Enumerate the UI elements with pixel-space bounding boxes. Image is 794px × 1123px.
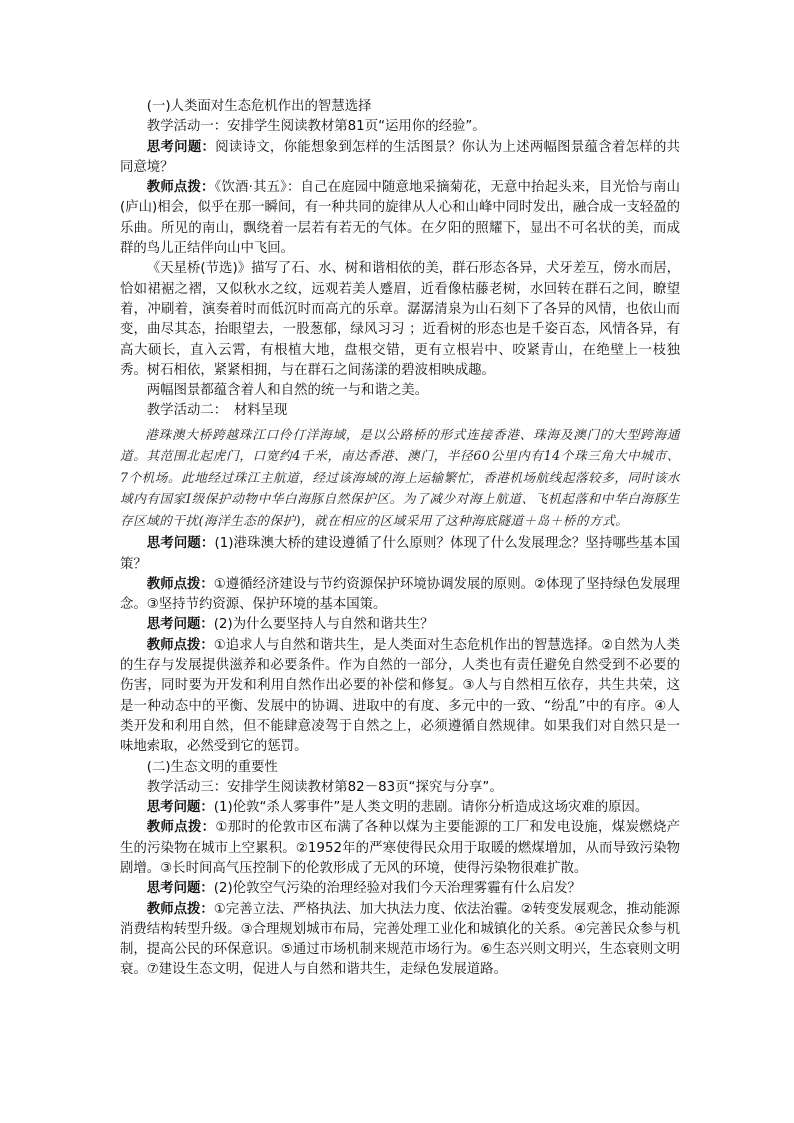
teacher-text: ①追求人与自然和谐共生，是人类面对生态危机作出的智慧选择。②自然为人类的生存与发展提供滋养和必要条件。作为自然的一部分，人类也有责任避免自然受到不必要的伤害，同时要为开发和利用自然作出必要的补偿和修复。③人与自然相互依存，共生共荣，这是一种动态中的平衡、发展中的协调、进取中的有度、多元中的一致、“纷乱”中的有序。④人类开发和利用自然，但不能肆意凌驾于自然之上，必须遵循自然规律。如果我们对自然只是一味地索取，必然受到它的惩罚。 — [120, 637, 680, 755]
teaching-activity-1: 教学活动一：安排学生阅读教材第81页“运用你的经验”。 — [146, 119, 486, 135]
question-label: 思考问题： — [146, 139, 216, 155]
teaching-activity-3: 教学活动三：安排学生阅读教材第82－83页“探究与分享”。 — [146, 779, 503, 795]
teacher-label: 教师点拨： — [146, 901, 214, 917]
teacher-note-5 — [120, 900, 680, 981]
question-text: (2)为什么要坚持人与自然和谐共生？ — [213, 617, 434, 633]
question-4 — [120, 798, 680, 818]
teacher-label: 教师点拨： — [146, 820, 216, 836]
teacher-note-1-paragraph-2: 《天星桥(节选)》描写了石、水、树和谐相依的美，群石形态各异，犬牙差互，傍水而居，恰如裙裾之褶，又似秋水之纹，远观若美人蹙眉，近看像枯藤老树，水回转在群石之间，瞭望着，冲刷着，演奏着时而低沉时而高亢的乐章。潺潺清泉为山石刻下了各异的风情，也依山而变，曲尽其态，抬眼望去，一股葱郁，绿风习习 ；近看树的形态也是千姿百态，风情各异，有高大硕长，直入云霄，有根植大地，盘根交错，更有立根岩中、咬紧青山，在绝壁上一枝独秀。树石相依，紧紧相拥，与在群石之间荡漾的碧波相映成趣。 — [120, 261, 680, 378]
question-text: 阅读诗文，你能想象到怎样的生活图景？你认为上述两幅图景蕴含着怎样的共同意境？ — [120, 139, 681, 175]
question-label: 思考问题： — [146, 881, 214, 897]
teacher-note-3 — [120, 636, 680, 758]
question-1 — [120, 138, 680, 179]
document-page — [120, 97, 680, 981]
teacher-text: ①完善立法、严格执法、加大执法力度、依法治霾。②转变发展观念，推动能源消费结构转型升级。③合理规划城市布局，完善处理工业化和城镇化的关系。④完善民众参与机制，提高公民的环保意识。⑤通过市场机制来规范市场行为。⑥生态兴则文明兴，生态衰则文明衰。⑦建设生态文明，促进人与自然和谐共生，走绿色发展道路。 — [120, 901, 680, 978]
teacher-text: ①那时的伦敦市区布满了各种以煤为主要能源的工厂和发电设施，煤炭燃烧产生的污染物在城市上空累积。②1952年的严寒使得民众用于取暖的燃煤增加，从而导致污染物剧增。③长时间高气压控制下的伦敦形成了无风的环境，使得污染物很难扩散。 — [120, 820, 680, 876]
question-3 — [120, 615, 680, 635]
question-text: (2)伦敦空气污染的治理经验对我们今天治理雾霾有什么启发？ — [213, 881, 581, 897]
section-heading-1: (一)人类面对生态危机作出的智慧选择 — [146, 99, 372, 114]
teacher-label: 教师点拨： — [146, 180, 215, 196]
question-label: 思考问题： — [146, 617, 214, 633]
teacher-note-2 — [120, 575, 680, 616]
question-label: 思考问题： — [146, 536, 215, 552]
section-heading-2: (二)生态文明的重要性 — [146, 759, 278, 775]
teacher-text: 《饮酒·其五》：自己在庭园中随意地采摘菊花，无意中抬起头来，目光恰与南山(庐山)相会，似乎在那一瞬间，有一种共同的旋律从人心和山峰中同时发出，融合成一支轻盈的乐曲。所见的南山，飘绕着一层若有若无的气体。在夕阳的照耀下，显出不可名状的美，而成群的鸟儿正结伴向山中飞回。 — [120, 180, 680, 257]
teaching-activity-2: 教学活动二： 材料呈现 — [146, 403, 288, 419]
material-quote: 港珠澳大桥跨越珠江口伶仃洋海域，是以公路桥的形式连接香港、珠海及澳门的大型跨海通道。其范围北起虎门，口宽约4千米，南达香港、澳门，半径60公里内有14个珠三角大中城市、7个机场。此地经过珠江主航道，经过该海域的海上运输繁忙，香港机场航线起落较多，同时该水域内有国家Ⅰ级保护动物中华白海豚自然保护区。为了减少对海上航道、飞机起落和中华白海豚生存区域的干扰(海洋生态的保护)，就在相应的区域采用了这种海底隧道＋岛＋桥的方式。 — [120, 426, 680, 528]
teacher-note-4 — [120, 818, 680, 879]
question-label: 思考问题： — [146, 800, 214, 816]
teacher-note-1-paragraph-3: 两幅图景都蕴含着人和自然的统一与和谐之美。 — [146, 383, 428, 399]
teacher-label: 教师点拨： — [146, 576, 214, 592]
question-5 — [120, 879, 680, 899]
question-text: (1)伦敦“杀人雾事件”是人类文明的悲剧。请你分析造成这场灾难的原因。 — [213, 800, 649, 816]
teacher-note-1 — [120, 178, 680, 259]
teacher-label: 教师点拨： — [146, 637, 214, 653]
question-text: (1)港珠澳大桥的建设遵循了什么原则？体现了什么发展理念？坚持哪些基本国策？ — [120, 536, 681, 572]
teacher-text: ①遵循经济建设与节约资源保护环境协调发展的原则。②体现了坚持绿色发展理念。③坚持节约资源、保护环境的基本国策。 — [120, 576, 680, 613]
question-2 — [120, 534, 680, 575]
